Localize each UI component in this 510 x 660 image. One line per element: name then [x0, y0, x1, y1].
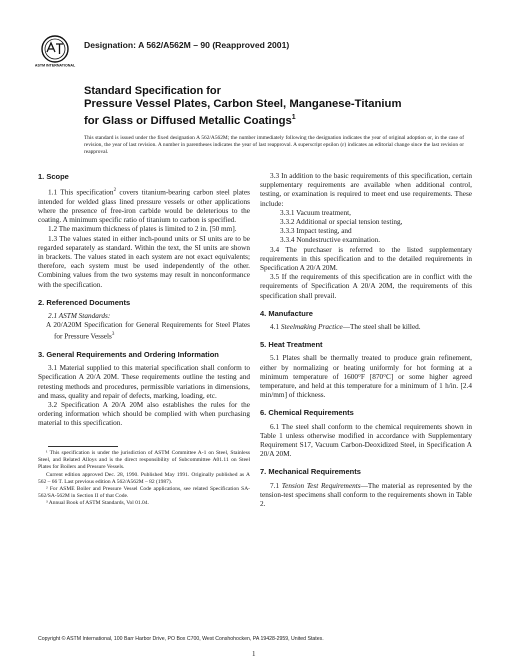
- manufacture-para-4-1: 4.1 Steelmaking Practice—The steel shall be killed.: [270, 323, 421, 332]
- page-number: 1: [252, 650, 256, 658]
- supplementary-item-2: 3.3.2 Additional or special tension testing,: [280, 218, 403, 227]
- general-para-3-3: 3.3 In addition to the basic requirements of this specification, certain supplementary requirements are available when additional control, testing, or examination is required to meet end use requirements. These include:: [260, 172, 472, 208]
- standard-notice: This standard is issued under the fixed designation A 562/A562M; the number immediately following the designation indicates the year of original adoption or, in the case of revision, the year of last revision. A number in parentheses indicates the year of last reapproval. A superscript epsilon (ε) indicates an editorial change since the last revision or reapproval.: [84, 135, 464, 156]
- general-para-3-4: 3.4 The purchaser is referred to the listed supplementary requirements in this specification and to the detailed requirements in Specification A 20/A 20M.: [260, 245, 472, 273]
- footnote-rule: [48, 446, 118, 447]
- general-para-3-5: 3.5 If the requirements of this specification are in conflict with the requirements of Specification A 20/A 20M, the requirements of this specification shall prevail.: [260, 273, 472, 300]
- designation: Designation: A 562/A562M – 90 (Reapproved 2001): [84, 40, 290, 50]
- title-footnote-mark: 1: [291, 114, 296, 122]
- supplementary-item-4: 3.3.4 Nondestructive examination.: [280, 236, 381, 245]
- mechanical-requirements-heading: 7. Mechanical Requirements: [260, 467, 361, 477]
- supplementary-item-1: 3.3.1 Vacuum treatment,: [280, 208, 351, 217]
- footnote-2: ² For ASME Boiler and Pressure Vessel Code applications, see related Specification SA-562/SA-562M in Section II of that Code.: [38, 486, 250, 500]
- footnote-1: ¹ This specification is under the jurisdiction of ASTM Committee A-1 on Steel, Stainless Steel, and Related Alloys and is the direct responsibility of Subcommittee A01.11 on Steel Plates for Boilers and Pressure Vessels.: [38, 450, 250, 471]
- heat-treatment-para-5-1: 5.1 Plates shall be thermally treated to produce grain refinement, either by normalizing or heating uniformly for hot forming at a minimum temperature of 1600°F [870°C] or some higher agreed temperature, and held at this temperature for a minimum of 1 h/in. [2.4 min/mm] of thickness.: [260, 354, 472, 400]
- title-block: [84, 85, 414, 128]
- general-requirements-heading: 3. General Requirements and Ordering Information: [38, 350, 219, 360]
- scope-para-1-2: 1.2 The maximum thickness of plates is limited to 2 in. [50 mm].: [48, 225, 237, 234]
- general-para-3-1: 3.1 Material supplied to this material specification shall conform to Specification A 20/A 20M. These requirements outline the testing and retesting methods and procedures, permissible variations in dimensions, and mass, quality and repair of defects, marking, loading, etc.: [38, 364, 250, 400]
- references-para-2-1: 2.1 ASTM Standards:: [48, 312, 111, 321]
- references-heading: 2. Referenced Documents: [38, 297, 131, 307]
- footnotes: [38, 450, 250, 508]
- title-line-2: Pressure Vessel Plates, Carbon Steel, Manganese-Titanium: [84, 98, 402, 110]
- reference-item-a20: A 20/A20M Specification for General Requirements for Steel Plates for Pressure Vessels$^3$: [46, 321, 250, 341]
- footnote-1-edition: Current edition approved Dec. 28, 1990. Published May 1991. Originally published as A 562 – 66 T. Last previous edition A 562/A562M – 82 (1987).: [38, 471, 250, 485]
- chemical-para-6-1: 6.1 The steel shall conform to the chemical requirements shown in Table 1 unless otherwise modified in accordance with Supplementary Requirement S17, Vacuum Carbon-Deoxidized Steel, in Specification A 20/A 20M.: [260, 422, 472, 459]
- scope-para-1-3: 1.3 The values stated in either inch-pound units or SI units are to be regarded separately as standard. Within the text, the SI units are shown in brackets. The values stated in each system are not exact equivalents; therefore, each system must be used independently of the other. Combining values from the two systems may result in nonconformance with the specification.: [38, 234, 250, 289]
- footnote-3: ³ Annual Book of ASTM Standards, Vol 01.04.: [46, 500, 149, 507]
- left-column: [38, 172, 250, 429]
- copyright-notice: Copyright © ASTM International, 100 Barr Harbor Drive, PO Box C700, West Conshohocken, PA 19428-2959, United States.: [38, 636, 324, 642]
- right-column: [260, 172, 472, 509]
- title-line-3: for Glass or Diffused Metallic Coatings$^1$: [84, 114, 296, 128]
- supplementary-item-3: 3.3.3 Impact testing, and: [280, 227, 352, 236]
- scope-heading: 1. Scope: [38, 172, 69, 181]
- scope-para-1-1: 1.1 This specification$^2$ covers titanium-bearing carbon steel plates intended for welded glass lined pressure vessels or other applications where the presence of free-iron carbide would be deleterious to the coating. A minimum specific ratio of titanium to carbon is specified.: [38, 188, 250, 225]
- svg-text:ASTM INTERNATIONAL: ASTM INTERNATIONAL: [34, 63, 76, 68]
- mechanical-para-7-1: 7.1 Tension Test Requirements—The material as represented by the tension-test specimens shall conform to the requirements shown in Table 2.: [260, 481, 473, 509]
- heat-treatment-heading: 5. Heat Treatment: [260, 340, 323, 350]
- manufacture-heading: 4. Manufacture: [260, 308, 313, 318]
- title-prefix: Standard Specification for: [84, 85, 221, 97]
- chemical-requirements-heading: 6. Chemical Requirements: [260, 408, 354, 418]
- astm-logo: [34, 34, 76, 68]
- general-para-3-2: 3.2 Specification A 20/A 20M also establishes the rules for the ordering information which should be complied with when purchasing material to this specification.: [38, 401, 250, 428]
